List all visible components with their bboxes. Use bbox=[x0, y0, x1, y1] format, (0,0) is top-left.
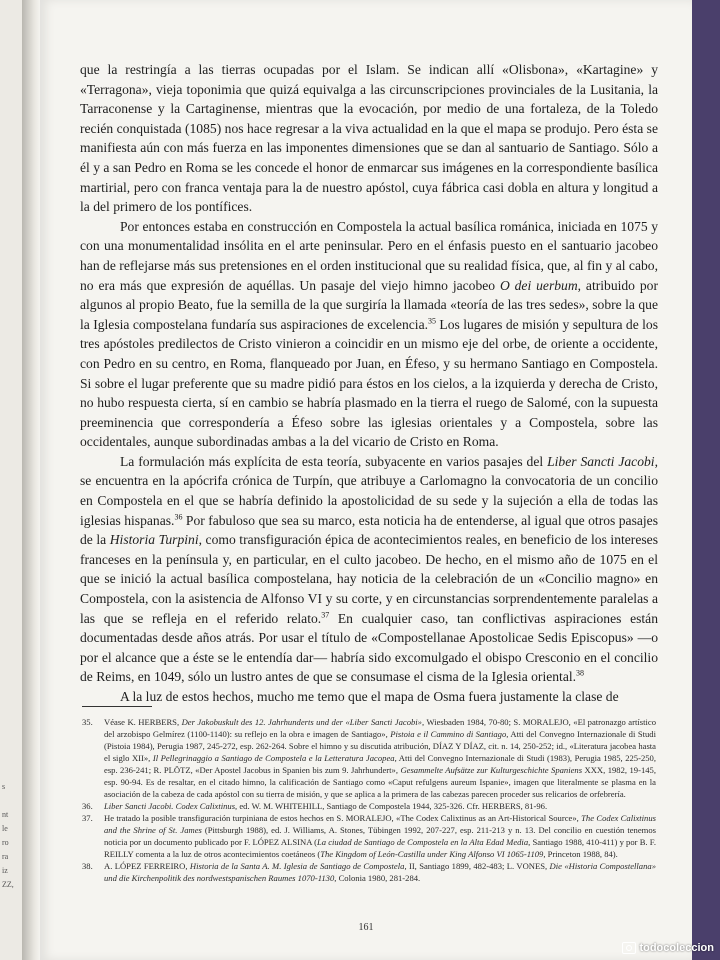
paragraph bbox=[80, 60, 658, 217]
footnote-reference: 36 bbox=[174, 512, 183, 522]
italic-text: Gesammelte Aufsätze zur Kulturgeschichte Spaniens bbox=[400, 765, 583, 775]
footnote bbox=[82, 716, 656, 800]
footnote-text bbox=[104, 800, 656, 812]
paragraph bbox=[80, 452, 658, 687]
text-run: A. LÓPEZ FERREIRO, bbox=[104, 861, 190, 871]
adjacent-page-fragment: le bbox=[2, 824, 8, 833]
footnote-text bbox=[104, 716, 656, 800]
text-run: , Atti del Convegno Internazionale di Studi (Pistoia 1984), Perugia 1987, 245-272, esp. 262-264. Sobre el himno y su discutida atribución, DÍAZ Y DÍAZ, cit. n. 14, 250-252; id., «Literatura jacobea hasta el siglo XII», bbox=[104, 729, 656, 763]
footnote bbox=[82, 860, 656, 884]
adjacent-page-text-fragments bbox=[2, 780, 20, 892]
footnotes bbox=[82, 716, 656, 884]
adjacent-page-fragment: ro bbox=[2, 838, 9, 847]
text-run: que la restringía a las tierras ocupadas por el Islam. Se indican allí «Olisbona», «Kartagine» y «Terragona», vieja toponimia que quizá equivalga a las circunscripciones provinciales de la Lusitania, la Tarraconense y la Cartaginense, mientras que la evocación, por medio de una fortaleza, de la Toledo recién conquistada (1085) nos hace regresar a la viva actualidad en la que el mapa se produjo. Pero ésta se manifiesta aún con más fuerza en las imponentes dimensiones que se dan al santuario de Santiago. Sólo a él y a san Pedro en Roma se les concede el honor de enmarcar sus imágenes en la correspondiente basílica martirial, pero con franca ventaja para la de nuestro apóstol, cuya fábrica casi dobla en altura y longitud a la del primero de los pontífices. bbox=[80, 62, 658, 215]
footnote-reference: 35 bbox=[428, 316, 437, 326]
footnote-reference: 38 bbox=[576, 668, 585, 678]
italic-text: The Kingdom of León-Castilla under King Alfonso VI 1065-1109 bbox=[320, 849, 544, 859]
footnote-reference: 37 bbox=[321, 610, 330, 620]
italic-text: La ciudad de Santiago de Compostela en la Alta Edad Media bbox=[316, 837, 529, 847]
text-run: He tratado la posible transfiguración turpiniana de estos hechos en S. MORALEJO, «The Codex Calixtinus as an Art-Historical Source», bbox=[104, 813, 582, 823]
watermark bbox=[622, 942, 714, 954]
text-run: Por entonces estaba en construcción en Compostela la actual basílica románica, iniciada en 1075 y con una monumentalidad insólita en el arte peninsular. Pero en el énfasis puesto en el santuario jacobeo han de reflejarse más sus pretensiones en el orden institucional que su realidad física, que, al fin y al cabo, no era más que expresión de aquéllas. Un pasaje del viejo himno jacobeo bbox=[80, 218, 658, 293]
text-run: Por fabuloso que sea su marco, esta noticia ha de entenderse, al igual que otros pasajes de la bbox=[80, 512, 659, 548]
italic-text: Historia Turpini bbox=[109, 532, 199, 548]
text-run: XXX, 1982, 19-145, esp. 90-94. Es de resaltar, en el citado himno, la calificación de Santiago como «Caput refulgens aureum Ispanie», imagen que literalmente se plasma en la asociación de la cabeza de cada apóstol con su tierra de misión, y que se aplica a la primera de las cabezas parecen proceder sus relicarios de orfebrería. bbox=[104, 765, 656, 799]
adjacent-page-fragment: ZZ, bbox=[2, 880, 14, 889]
watermark-text: todocoleccion bbox=[639, 942, 714, 954]
page-number: 161 bbox=[358, 922, 374, 933]
footnote-text bbox=[104, 860, 656, 884]
text-run: En cualquier caso, tan conflictivas aspiraciones están documentadas desde años atrás. Por usar el título de «Compostellanae Apostolicae Sedis Episcopus» —o por el alcance que a éste se le entendía dar— habría sido excomulgado el obispo Cresconio en el concilio de Reims, en 1049, sólo un lustro antes de que se consumase el cisma de la Iglesia oriental. bbox=[80, 610, 658, 685]
text-run: , Wiesbaden 1984, 70-80; S. MORALEJO, «El patronazgo artístico del arzobispo Gelmírez (1100-1140): su reflejo en la obra e imagen de Santiago», bbox=[104, 717, 656, 739]
italic-text: O dei uerbum bbox=[499, 277, 578, 293]
adjacent-page-fragment bbox=[2, 794, 20, 808]
text-run: , Atti del Convegno Internazionale di Studi (1983), Perugia 1985, 225-250, esp. 236-241; R. PLÖTZ, «Der Apostel Jacobus in Spanien bis zum 9. Jahrhundert», bbox=[104, 753, 656, 775]
italic-text: Die «Historia Compostellana» und die Kirchenpolitik des nordwestspanischen Raumes 1070-1130 bbox=[104, 861, 656, 883]
footnote-rule bbox=[82, 706, 152, 707]
paragraph bbox=[80, 217, 658, 452]
adjacent-page-fragment: ra bbox=[2, 852, 9, 861]
text-run: , ed. W. M. WHITEHILL, Santiago de Compostela 1944, 325-326. Cfr. HERBERS, 81-96. bbox=[235, 801, 548, 811]
footnote-number: 36. bbox=[82, 801, 93, 811]
adjacent-page-fragment: nt bbox=[2, 810, 9, 819]
footnote bbox=[82, 812, 656, 860]
italic-text: Historia de la Santa A. M. Iglesia de Santiago de Compostela bbox=[189, 861, 405, 871]
book-page bbox=[40, 0, 692, 960]
footnote-number: 35. bbox=[82, 717, 93, 727]
text-run: , se encuentra en la apócrifa crónica de Turpín, que atribuye a Carlomagno la convocatoria de un concilio en Compostela en el que se habría definido la apostolicidad de su sede y la sujeción a ella de todas las iglesias hispanas. bbox=[80, 453, 658, 528]
italic-text: Liber Sancti Jacobi bbox=[547, 453, 655, 469]
italic-text: Il Pellegrinaggio a Santiago de Compostela e la Letteratura Jacopea bbox=[152, 753, 395, 763]
paragraph bbox=[80, 687, 658, 707]
text-run: , Colonia 1980, 281-284. bbox=[334, 873, 421, 883]
footnote-number: 38. bbox=[82, 861, 93, 871]
adjacent-page-fragment: iz bbox=[2, 866, 8, 875]
text-run: , II, Santiago 1899, 482-483; L. VONES, bbox=[404, 861, 550, 871]
text-run: La formulación más explícita de esta teoría, subyacente en varios pasajes del bbox=[120, 453, 548, 469]
camera-icon bbox=[622, 942, 636, 954]
text-run: , Princeton 1988, 84). bbox=[543, 849, 618, 859]
text-run: A la luz de estos hechos, mucho me temo que el mapa de Osma fuera justamente la clase de bbox=[120, 689, 619, 704]
book-spine bbox=[22, 0, 40, 960]
text-run: Los lugares de misión y sepultura de los tres apóstoles predilectos de Cristo vinieron a coincidir en un mismo eje del orbe, de oriente a occidente, con Pedro en su centro, en Roma, flanqueado por Juan, en Éfeso, y su hermano Santiago en Compostela. Si sobre el lugar preferente que su madre pidió para éstos en los cielos, a la izquierda y derecha de Cristo, no hubo respuesta cierta, sí en cambio se habría plasmado en la tierra el ruego de Salomé, con la supuesta preeminencia que correspondería a Éfeso sobre las iglesias orientales y a Compostela, sobre las occidentales, aunque subordinadas ambas a la del vicario de Cristo en Roma. bbox=[80, 316, 659, 450]
text-run: (Pittsburgh 1988), ed. J. Williams, A. Stones, Tübingen 1992, 207-227, esp. 211-213 y n. 13. Del concilio en cuestión tenemos noticia por un documento publicado por F. LÓPEZ ALSINA ( bbox=[104, 825, 656, 847]
footnote-number: 37. bbox=[82, 813, 93, 823]
italic-text: Liber Sancti Jacobi. Codex Calixtinus bbox=[104, 801, 236, 811]
main-text bbox=[80, 60, 658, 707]
footnote-text bbox=[104, 812, 656, 860]
adjacent-page-fragment: s bbox=[2, 782, 6, 791]
italic-text: Der Jakobuskult des 12. Jahrhunderts und der «Liber Sancti Jacobi» bbox=[181, 717, 422, 727]
text-run: , como transfiguración épica de acontecimientos reales, en beneficio de los intereses franceses en la península y, en particular, en el culto jacobeo. De hecho, en el mismo año de 1075 en el que se inició la actual basílica compostelana, hay noticia de la celebración de un «Concilio magno» en Compostela, con la asistencia de Alfonso VI y su corte, y en circunstancias sorprendentemente paralelas a las que se refleja en el referido relato. bbox=[80, 532, 658, 626]
italic-text: The Codex Calixtinus and the Shrine of St. James bbox=[104, 813, 656, 835]
italic-text: Pistoia e il Cammino di Santiago bbox=[390, 729, 507, 739]
text-run: , atribuido por algunos al propio Beato, fue la semilla de la que surgiría la llamada «teoría de las tres sedes», sobre la que la Iglesia compostelana fundaría sus aspiraciones de excelencia. bbox=[80, 277, 658, 332]
text-run: Véase K. HERBERS, bbox=[104, 717, 182, 727]
footnote bbox=[82, 800, 656, 812]
text-run: , Santiago 1988, 410-411) y por B. F. REILLY comenta a la luz de otros acontecimientos coetáneos ( bbox=[104, 837, 656, 859]
adjacent-page bbox=[0, 0, 22, 960]
